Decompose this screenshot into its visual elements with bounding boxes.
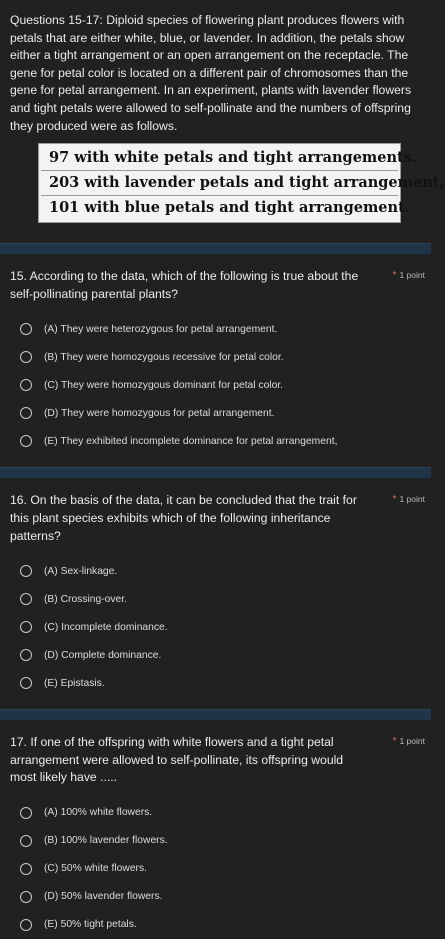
radio-icon[interactable] <box>20 323 32 335</box>
radio-icon[interactable] <box>20 863 32 875</box>
option-d[interactable] <box>20 399 421 427</box>
option-label: (A) Sex-linkage. <box>44 565 118 577</box>
option-label: (E) 50% tight petals. <box>44 919 137 931</box>
option-d[interactable] <box>20 883 421 911</box>
data-row-blue: 101 with blue petals and tight arrangement. <box>49 199 410 217</box>
intro-section <box>0 0 445 223</box>
option-b[interactable] <box>20 585 421 613</box>
intro-text: Questions 15-17: Diploid species of flowering plant produces flowers with petals that are either white, blue, or lavender. In addition, the petals show either a tight arrangement or an open arrangement on the receptacle. The gene for petal color is located on a different pair of chromosomes than the gene for petal arrangement. In an experiment, plants with lavender flowers and tight petals were allowed to self-pollinate and the numbers of offspring they produced were as follows. <box>10 13 412 133</box>
option-label: (D) 50% lavender flowers. <box>44 891 163 903</box>
option-label: (D) Complete dominance. <box>44 649 162 661</box>
option-label: (A) They were heterozygous for petal arrangement. <box>44 323 278 335</box>
radio-icon[interactable] <box>20 891 32 903</box>
radio-icon[interactable] <box>20 435 32 447</box>
radio-icon[interactable] <box>20 593 32 605</box>
question-15 <box>0 254 431 455</box>
option-c[interactable] <box>20 855 421 883</box>
option-e[interactable] <box>20 669 421 697</box>
data-row-lavender: 203 with lavender petals and tight arrangement, <box>41 171 398 196</box>
points-text: 1 point <box>399 736 425 747</box>
radio-icon[interactable] <box>20 351 32 363</box>
option-e[interactable] <box>20 911 421 939</box>
option-a[interactable] <box>20 315 421 343</box>
option-b[interactable] <box>20 343 421 371</box>
data-row-white: 97 with white petals and tight arrangements. <box>41 146 398 171</box>
option-a[interactable] <box>20 557 421 585</box>
radio-icon[interactable] <box>20 379 32 391</box>
option-label: (C) Incomplete dominance. <box>44 621 168 633</box>
question-17 <box>0 720 431 939</box>
option-a[interactable] <box>20 799 421 827</box>
options-list <box>10 545 421 697</box>
data-table-wrap <box>0 135 445 223</box>
question-text: 17. If one of the offspring with white flowers and a tight petal arrangement were allowed to self-pollinate, its offspring would most likely have ..... <box>10 735 344 785</box>
option-b[interactable] <box>20 827 421 855</box>
section-divider <box>0 243 431 254</box>
options-list <box>10 787 421 939</box>
radio-icon[interactable] <box>20 677 32 689</box>
option-label: (D) They were homozygous for petal arrangement. <box>44 407 275 419</box>
points-label <box>393 270 425 281</box>
points-text: 1 point <box>399 494 425 505</box>
option-c[interactable] <box>20 371 421 399</box>
required-star-icon: * <box>392 494 397 506</box>
option-label: (E) They exhibited incomplete dominance for petal arrangement, <box>44 435 338 447</box>
radio-icon[interactable] <box>20 621 32 633</box>
question-text: 16. On the basis of the data, it can be concluded that the trait for this plant species exhibits which of the following inheritance patterns? <box>10 493 357 543</box>
radio-icon[interactable] <box>20 565 32 577</box>
option-label: (B) 100% lavender flowers. <box>44 835 168 847</box>
radio-icon[interactable] <box>20 649 32 661</box>
option-label: (E) Epistasis. <box>44 677 105 689</box>
option-c[interactable] <box>20 613 421 641</box>
radio-icon[interactable] <box>20 835 32 847</box>
radio-icon[interactable] <box>20 919 32 931</box>
required-star-icon: * <box>392 736 397 748</box>
section-divider <box>0 709 431 720</box>
option-label: (C) They were homozygous dominant for petal color. <box>44 379 284 391</box>
option-d[interactable] <box>20 641 421 669</box>
option-label: (C) 50% white flowers. <box>44 863 147 875</box>
option-label: (B) Crossing-over. <box>44 593 127 605</box>
question-16 <box>0 478 431 697</box>
points-label <box>393 494 425 505</box>
option-label: (A) 100% white flowers. <box>44 807 153 819</box>
points-label <box>393 736 425 747</box>
points-text: 1 point <box>399 270 425 281</box>
option-label: (B) They were homozygous recessive for petal color. <box>44 351 284 363</box>
data-table <box>38 143 445 223</box>
radio-icon[interactable] <box>20 807 32 819</box>
question-text: 15. According to the data, which of the following is true about the self-pollinating parental plants? <box>10 269 359 301</box>
required-star-icon: * <box>392 270 397 282</box>
section-divider <box>0 467 431 478</box>
radio-icon[interactable] <box>20 407 32 419</box>
options-list <box>10 303 421 455</box>
option-e[interactable] <box>20 427 421 455</box>
